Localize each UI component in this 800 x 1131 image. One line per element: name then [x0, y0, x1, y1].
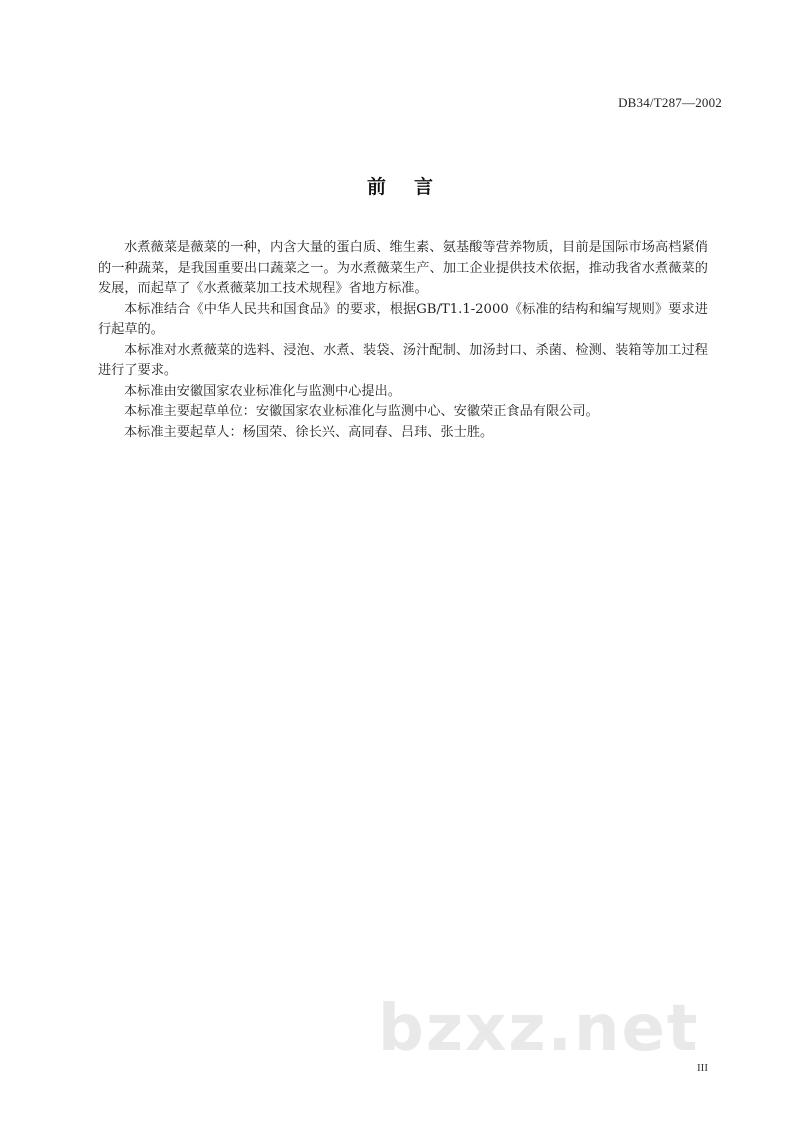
page-title: 前言 — [366, 176, 461, 198]
watermark-text: bzxz.net — [378, 992, 700, 1060]
paragraph: 本标准由安徽国家农业标准化与监测中心提出。 — [124, 383, 401, 399]
standard-code: DB34/T287—2002 — [618, 95, 722, 110]
paragraph: 本标准主要起草人：杨国荣、徐长兴、高同春、吕玮、张士胜。 — [124, 424, 494, 440]
paragraph: 本标准主要起草单位：安徽国家农业标准化与监测中心、安徽荣正食品有限公司。 — [124, 404, 599, 419]
paragraph: 本标准对水煮薇菜的选料、浸泡、水煮、装袋、汤汁配制、加汤封口、杀菌、检测、装箱等加工过程进行了要求。 — [98, 342, 708, 378]
paragraph: 水煮薇菜是薇菜的一种，内含大量的蛋白质、维生素、氨基酸等营养物质，目前是国际市场高档紧俏的一种蔬菜，是我国重要出口蔬菜之一。为水煮薇菜生产、加工企业提供技术依据，推动我省水煮薇菜的发展，而起草了《水煮薇菜加工技术规程》省地方标准。 — [98, 240, 708, 296]
paragraph: 本标准结合《中华人民共和国食品》的要求，根据GB/T1.1-2000《标准的结构和编写规则》要求进行起草的。 — [98, 301, 708, 337]
foreword-body — [98, 238, 708, 443]
watermark — [378, 988, 738, 1060]
page-number: III — [697, 1062, 708, 1074]
